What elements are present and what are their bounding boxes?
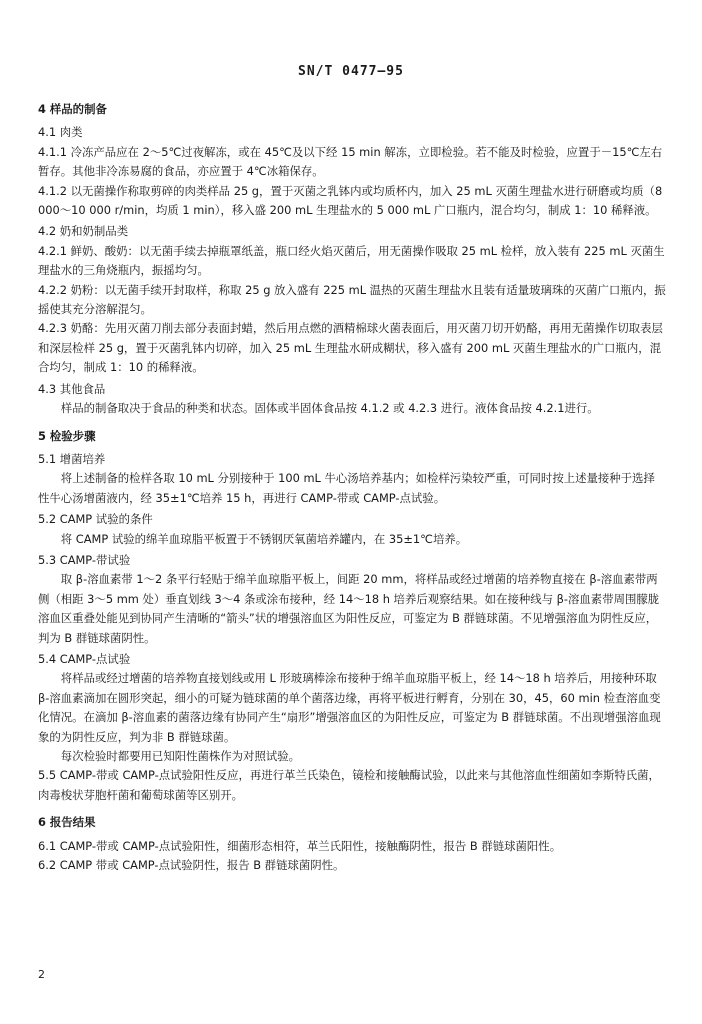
- page-number: 2: [38, 968, 45, 981]
- section-4-1-heading: 4.1 肉类: [38, 125, 83, 140]
- section-6-heading: 6 报告结果: [38, 815, 96, 830]
- document-body: [38, 100, 666, 875]
- section-4-2-heading: 4.2 奶和奶制品类: [38, 224, 129, 239]
- section-4-heading: 4 样品的制备: [38, 102, 107, 116]
- paragraph-6-1: 6.1 CAMP-带或 CAMP-点试验阳性，细菌形态相符，革兰氏阳性，接触酶阴性，报告 B 群链球菌阳性。: [38, 838, 562, 853]
- section-5-heading: 5 检验步骤: [38, 428, 96, 443]
- section-4-3-heading: 4.3 其他食品: [38, 381, 106, 396]
- paragraph-5-4-2: 每次检验时都要用已知阳性菌株作为对照试验。: [60, 749, 301, 763]
- paragraph-4-2-3: 4.2.3 奶酪：先用灭菌刀削去部分表面封蜡，然后用点燃的酒精棉球火菌表面后，用灭菌刀切开奶酪，再用无菌操作切取表层和深层检样 25 g，置于灭菌乳钵内切碎，加入 25 mL 生理盐水研成糊状，移入盛有 200 mL 灭菌生理盐水的广口瓶内，混合均匀，制成 1：10 的稀释液。: [38, 321, 663, 375]
- paragraph-4-1-1: 4.1.1 冷冻产品应在 2～5℃过夜解冻，或在 45℃及以下经 15 min 解冻，立即检验。若不能及时检验，应置于－15℃左右暂存。其他非冷冻易腐的食品，亦应置于 4℃冰箱保存。: [38, 144, 663, 179]
- paragraph-5-2: 将 CAMP 试验的绵羊血琼脂平板置于不锈钢厌氧菌培养罐内，在 35±1℃培养。: [60, 531, 468, 546]
- paragraph-6-2: 6.2 CAMP 带或 CAMP-点试验阴性，报告 B 群链球菌阴性。: [38, 858, 345, 873]
- paragraph-5-4-1: 将样品或经过增菌的培养物直接划线或用 L 形玻璃棒涂布接种于绵羊血琼脂平板上，经 14～18 h 培养后，用接种环取 β-溶血素滴加在圆形突起，细小的可疑为链球菌的单个菌落边缘，再将平板进行孵育，分别在 30，45，60 min 检查溶血变化情况。在滴加 β-溶血素的菌落边缘有协同产生“扇形”增强溶血区的为阳性反应，可鉴定为 B 群链球菌。不出现增强溶血现象的为阴性反应，判为非 B 群链球菌。: [38, 671, 661, 744]
- paragraph-5-1: 将上述制备的检样各取 10 mL 分别接种于 100 mL 牛心汤培养基内；如检样污染较严重，可同时按上述量接种于选择性牛心汤增菌液内，经 35±1℃培养 15 h，再进行 CAMP-带或 CAMP-点试验。: [38, 471, 655, 505]
- paragraph-4-3: 样品的制备取决于食品的种类和状态。固体或半固体食品按 4.1.2 或 4.2.3 进行。液体食品按 4.2.1进行。: [60, 401, 599, 416]
- paragraph-4-2-1: 4.2.1 鲜奶、酸奶：以无菌手续去掉瓶罩纸盖，瓶口经火焰灭菌后，用无菌操作吸取 25 mL 检样，放入装有 225 mL 灭菌生理盐水的三角烧瓶内，振摇均匀。: [38, 243, 665, 278]
- section-5-4-heading: 5.4 CAMP-点试验: [38, 651, 131, 666]
- paragraph-4-1-2: 4.1.2 以无菌操作称取剪碎的肉类样品 25 g，置于灭菌之乳钵内或均质杯内，加入 25 mL 灭菌生理盐水进行研磨或均质（8 000～10 000 r/min，均质 1 min），移入盛 200 mL 生理盐水的 5 000 mL 广口瓶内，混合均匀，制成 1：10 稀释液。: [38, 183, 663, 218]
- paragraph-5-5: 5.5 CAMP-带或 CAMP-点试验阳性反应，再进行革兰氏染色，镜检和接触酶试验，以此来与其他溶血性细菌如李斯特氏菌，肉毒梭状芽胞杆菌和葡萄球菌等区别开。: [38, 768, 660, 802]
- paragraph-5-3: 取 β-溶血素带 1～2 条平行轻贴于绵羊血琼脂平板上，间距 20 mm，将样品或经过增菌的培养物直接在 β-溶血素带两侧（相距 3～5 mm 处）垂直划线 3～4 条或涂布接种，经 14～18 h 培养后观察结果。如在接种线与 β-溶血素带周围朦胧溶血区重叠处能见到协同产生清晰的“箭头”状的增强溶血区为阳性反应，可鉴定为 B 群链球菌。不见增强溶血为阴性反应，判为 B 群链球菌阴性。: [38, 572, 660, 645]
- section-5-1-heading: 5.1 增菌培养: [38, 451, 106, 466]
- paragraph-4-2-2: 4.2.2 奶粉：以无菌手续开封取样，称取 25 g 放入盛有 225 mL 温热的灭菌生理盐水且装有适量玻璃珠的灭菌广口瓶内，振摇使其充分溶解混匀。: [38, 282, 666, 317]
- section-5-2-heading: 5.2 CAMP 试验的条件: [38, 512, 153, 527]
- section-5-3-heading: 5.3 CAMP-带试验: [38, 552, 131, 567]
- standard-number-header: SN/T 0477—95: [298, 64, 404, 79]
